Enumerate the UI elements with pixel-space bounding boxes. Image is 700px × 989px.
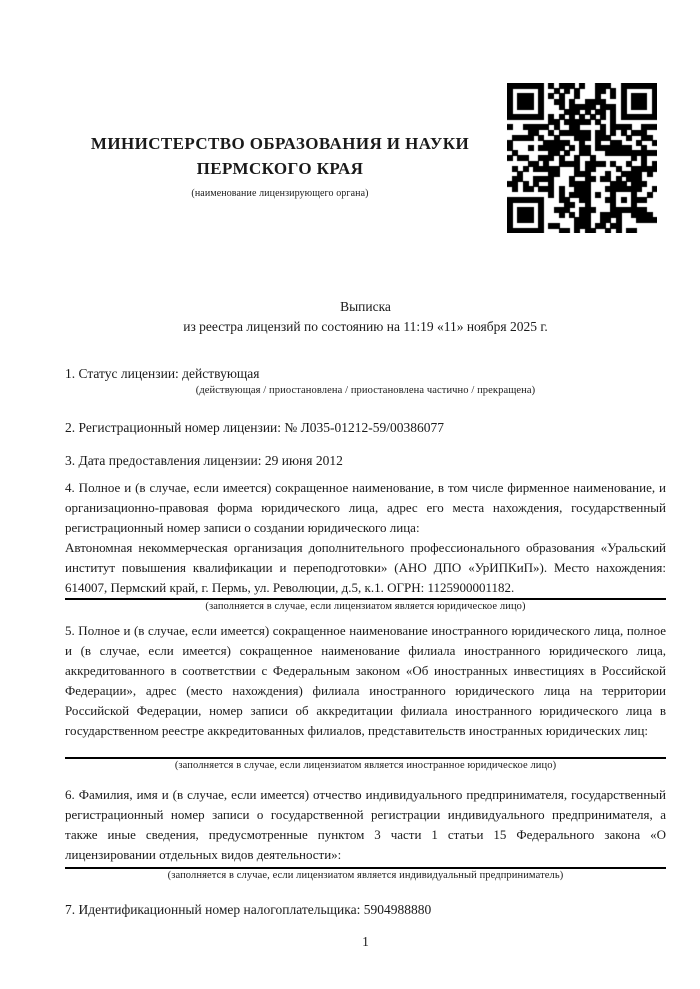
foreign-entity-section bbox=[65, 621, 666, 773]
license-status-line: 1. Статус лицензии: действующая bbox=[65, 366, 260, 381]
foreign-entity-description: 5. Полное и (в случае, если имеется) сокращенное наименование иностранного юридического лица, полное и (в случае, если имеется) сокращенное наименование филиала иностранного юридического лица, аккредитованного в соответствии с Федеральным законом «Об иностранных инвестициях в Российской Федерации», адрес (место нахождения) филиала иностранного юридического лица на территории Российской Федерации, номер записи об аккредитации филиала иностранного юридического лица в государственном реестре аккредитованных филиалов, представительств иностранных юридических лиц: bbox=[65, 623, 666, 738]
subtitle-line: из реестра лицензий по состоянию на 11:19 «11» ноября 2025 г. bbox=[183, 319, 548, 334]
foreign-entity-note: (заполняется в случае, если лицензиатом является иностранное юридическое лицо) bbox=[174, 760, 557, 771]
taxpayer-id-line: 7. Идентификационный номер налогоплательщика: 5904988880 bbox=[65, 902, 432, 917]
licensing-authority-note: (наименование лицензирующего органа) bbox=[191, 188, 369, 199]
license-date-line: 3. Дата предоставления лицензии: 29 июня 2012 bbox=[65, 453, 343, 468]
document-body bbox=[65, 0, 666, 952]
document-title bbox=[65, 297, 666, 337]
ministry-name-line1: МИНИСТЕРСТВО ОБРАЗОВАНИЯ И НАУКИ bbox=[90, 134, 470, 153]
legal-entity-description: 4. Полное и (в случае, если имеется) сокращенное наименование, в том числе фирменное наименование, и организационно-правовая форма юридического лица, адрес его места нахождения, государственный регистрационный номер записи о создании юридического лица: bbox=[65, 480, 666, 535]
entrepreneur-description: 6. Фамилия, имя и (в случае, если имеется) отчество индивидуального предпринимателя, государственный регистрационный номер записи о государственной регистрации индивидуального предпринимателя, а также иные сведения, предусмотренные пунктом 3 части 1 статьи 15 Федерального закона «О лицензировании отдельных видов деятельности»: bbox=[65, 787, 666, 862]
legal-entity-value: Автономная некоммерческая организация дополнительного профессионального образования «Уральский институт повышения квалификации и переподготовки» (АНО ДПО «УрИПКиП»). Место нахождения: 614007, Пермский край, г. Пермь, ул. Революции, д.5, к.1. ОГРН: 1125900001182. bbox=[65, 540, 666, 595]
title-line: Выписка bbox=[340, 299, 391, 314]
status-options-note: (действующая / приостановлена / приостановлена частично / прекращена) bbox=[195, 385, 536, 396]
registration-number-line: 2. Регистрационный номер лицензии: № Л035-01212-59/00386077 bbox=[65, 420, 445, 435]
legal-entity-section bbox=[65, 478, 666, 614]
page-number: 1 bbox=[362, 934, 369, 949]
ministry-name-line2: ПЕРМСКОГО КРАЯ bbox=[196, 159, 364, 178]
entrepreneur-note: (заполняется в случае, если лицензиатом является индивидуальный предприниматель) bbox=[167, 870, 564, 881]
legal-entity-note: (заполняется в случае, если лицензиатом является юридическое лицо) bbox=[205, 601, 526, 612]
entrepreneur-section bbox=[65, 785, 666, 883]
